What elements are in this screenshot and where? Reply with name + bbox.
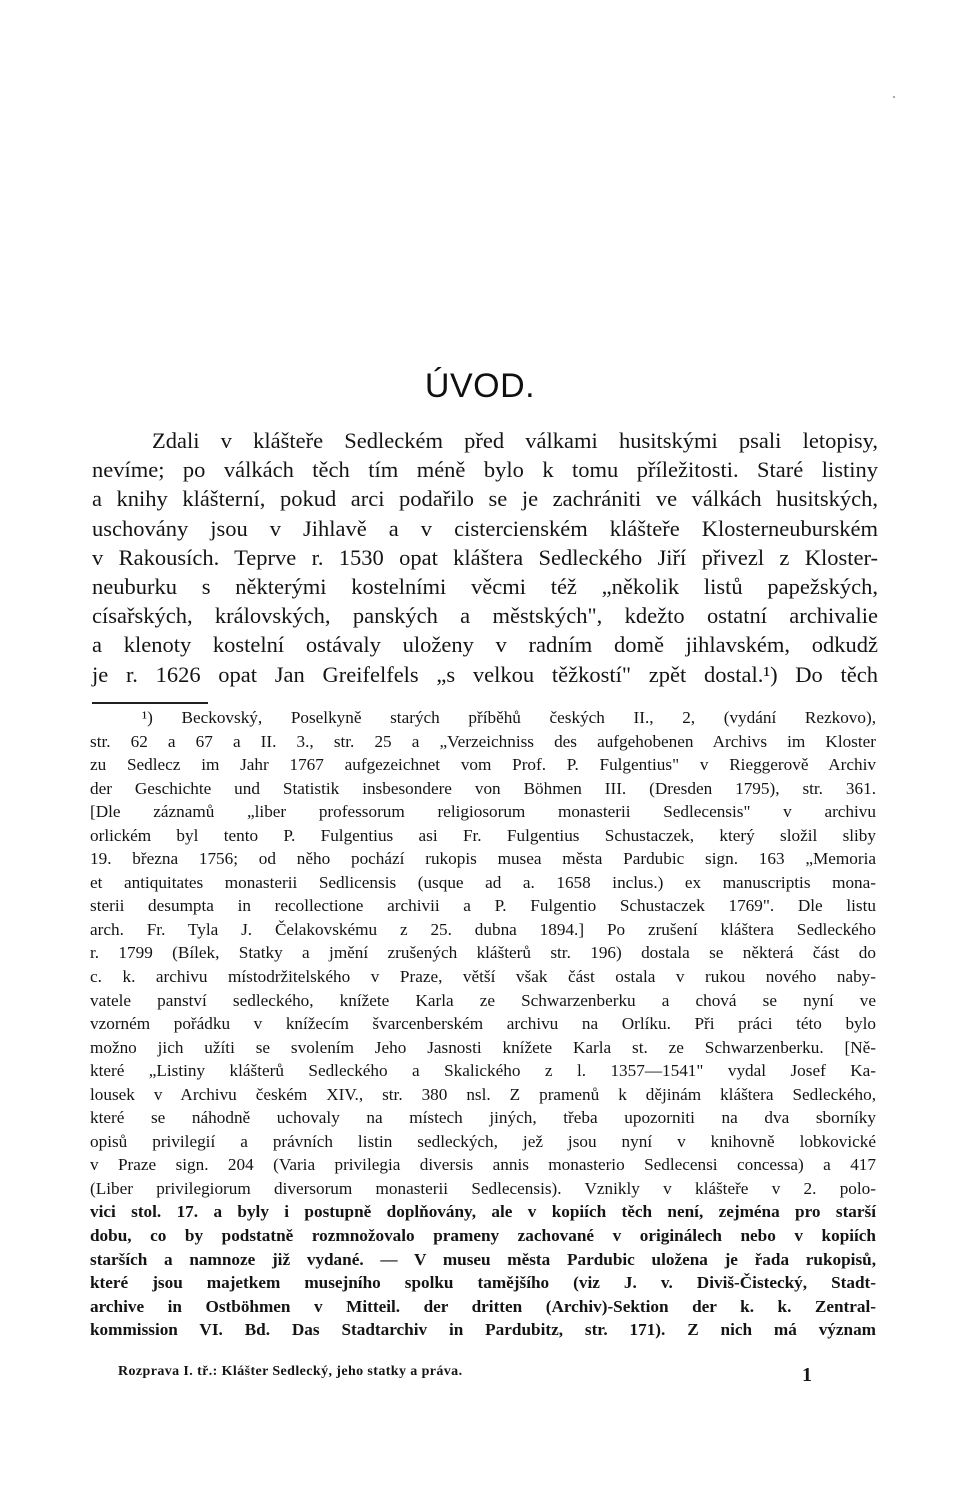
footnote-line: dobu, co by podstatně rozmnožovalo prameny zachované v originálech nebo v kopiích (90, 1226, 876, 1246)
footnote-line: vici stol. 17. a byly i postupně doplňovány, ale v kopiích těch není, zejména pro starší (90, 1202, 876, 1222)
footnote-line: (Liber privilegiorum diversorum monasterii Sedlecensis). Vznikly v klášteře v 2. polo- (90, 1178, 876, 1198)
footnote-line: starších a namnoze již vydané. — V museu města Pardubic uložena je řada rukopisů, (90, 1249, 876, 1269)
footnote-line: které jsou majetkem musejního spolku tamějšího (viz J. v. Diviš-Čistecký, Stadt- (90, 1273, 876, 1293)
footnote-line: arch. Fr. Tyla J. Čelakovskému z 25. dubna 1894.] Po zrušení kláštera Sedleckého (90, 919, 876, 939)
footnote-line: der Geschichte und Statistik insbesondere von Böhmen III. (Dresden 1795), str. 361. (90, 778, 876, 798)
footnote-line: možno jich užíti se svolením Jeho Jasnosti knížete Karla st. ze Schwarzenberku. [Ně- (90, 1037, 876, 1057)
footnote-line: orlickém byl tento P. Fulgentius asi Fr. Fulgentius Schustaczek, který složil sliby (90, 825, 876, 845)
footnote-line: v Praze sign. 204 (Varia privilegia diversis annis monasterio Sedlecensi concessa) a 417 (90, 1155, 876, 1175)
footnote-line: ¹) Beckovský, Poselkyně starých příběhů českých II., 2, (vydání Rezkovo), (142, 708, 876, 727)
footnote-line: et antiquitates monasterii Sedlicensis (usque ad a. 1658 inclus.) ex manuscriptis mona- (90, 872, 876, 892)
footnote-line: archive in Ostböhmen v Mitteil. der dritten (Archiv)-Sektion der k. k. Zentral- (90, 1296, 876, 1316)
page-title: ÚVOD. (424, 367, 536, 405)
footnote-line: které „Listiny klášterů Sedleckého a Skalického z l. 1357—1541" vydal Josef Ka- (90, 1061, 876, 1081)
footnote-line: zu Sedlecz im Jahr 1767 aufgezeichnet vom Prof. P. Fulgentius" v Rieggerově Archiv (90, 755, 876, 775)
body-text (92, 426, 878, 689)
body-line: v Rakousích. Teprve r. 1530 opat kláštera Sedleckého Jiří přivezl z Kloster- (92, 544, 878, 570)
footnote-line: [Dle záznamů „liber professorum religiosorum monasterii Sedlecensis" v archivu (90, 802, 876, 822)
footnote-line: sterii desumpta in recollectione archivii a P. Fulgentio Schustaczek 1769". Dle listu (90, 896, 876, 916)
body-line: a knihy klášterní, pokud arci podařilo se je zachrániti ve válkách husitských, (92, 486, 878, 512)
footnote-line: c. k. archivu místodržitelského v Praze, větší však část ostala v rukou nového naby- (90, 967, 876, 987)
page-number: 1 (802, 1364, 812, 1386)
body-line: je r. 1626 opat Jan Greifelfels „s velkou těžkostí" zpět dostal.¹) Do těch (92, 661, 878, 687)
footnote-line: r. 1799 (Bílek, Statky a jmění zrušených klášterů str. 196) dostala se některá část do (90, 943, 876, 963)
footnote-line: vzorném pořádku v knížecím švarcenberském archivu na Orlíku. Při práci této bylo (90, 1014, 876, 1034)
footnote-line: které se náhodně uchovaly na místech jiných, třeba upozorniti na dva sborníky (90, 1108, 876, 1128)
footnote-line: 19. března 1756; od něho pochází rukopis musea města Pardubic sign. 163 „Memoria (90, 849, 876, 869)
footnote-line: opisů privilegií a právních listin sedleckých, jež jsou nyní v knihovně lobkovické (90, 1131, 876, 1151)
footnote-line: lousek v Archivu českém XIV., str. 380 nsl. Z pramenů k dějinám kláštera Sedleckého, (90, 1084, 876, 1104)
footnote-line: kommission VI. Bd. Das Stadtarchiv in Pardubitz, str. 171). Z nich má význam (90, 1320, 876, 1340)
footnote-line: vatele panství sedleckého, knížete Karla ze Schwarzenberku a chová se nyní ve (90, 990, 876, 1010)
body-line: uschovány jsou v Jihlavě a v cistercienském klášteře Klosterneuburském (92, 515, 878, 541)
print-speck (893, 96, 895, 98)
footnotes (90, 706, 876, 1342)
body-line: a klenoty kostelní ostávaly uloženy v radním domě jihlavském, odkudž (92, 632, 878, 658)
footnote-divider (92, 702, 208, 704)
body-line: nevíme; po válkách těch tím méně bylo k tomu příležitosti. Staré listiny (92, 457, 878, 483)
body-line: neuburku s některými kostelními věcmi též „několik listů papežských, (92, 573, 878, 599)
body-line: císařských, královských, panských a městských", kdežto ostatní archivalie (92, 603, 878, 629)
signature-line: Rozprava I. tř.: Klášter Sedlecký, jeho statky a práva. (118, 1364, 463, 1379)
body-line: Zdali v klášteře Sedleckém před válkami husitskými psali letopisy, (152, 428, 878, 453)
footnote-line: str. 62 a 67 a II. 3., str. 25 a „Verzeichniss des aufgehobenen Archivs im Kloster (90, 731, 876, 751)
